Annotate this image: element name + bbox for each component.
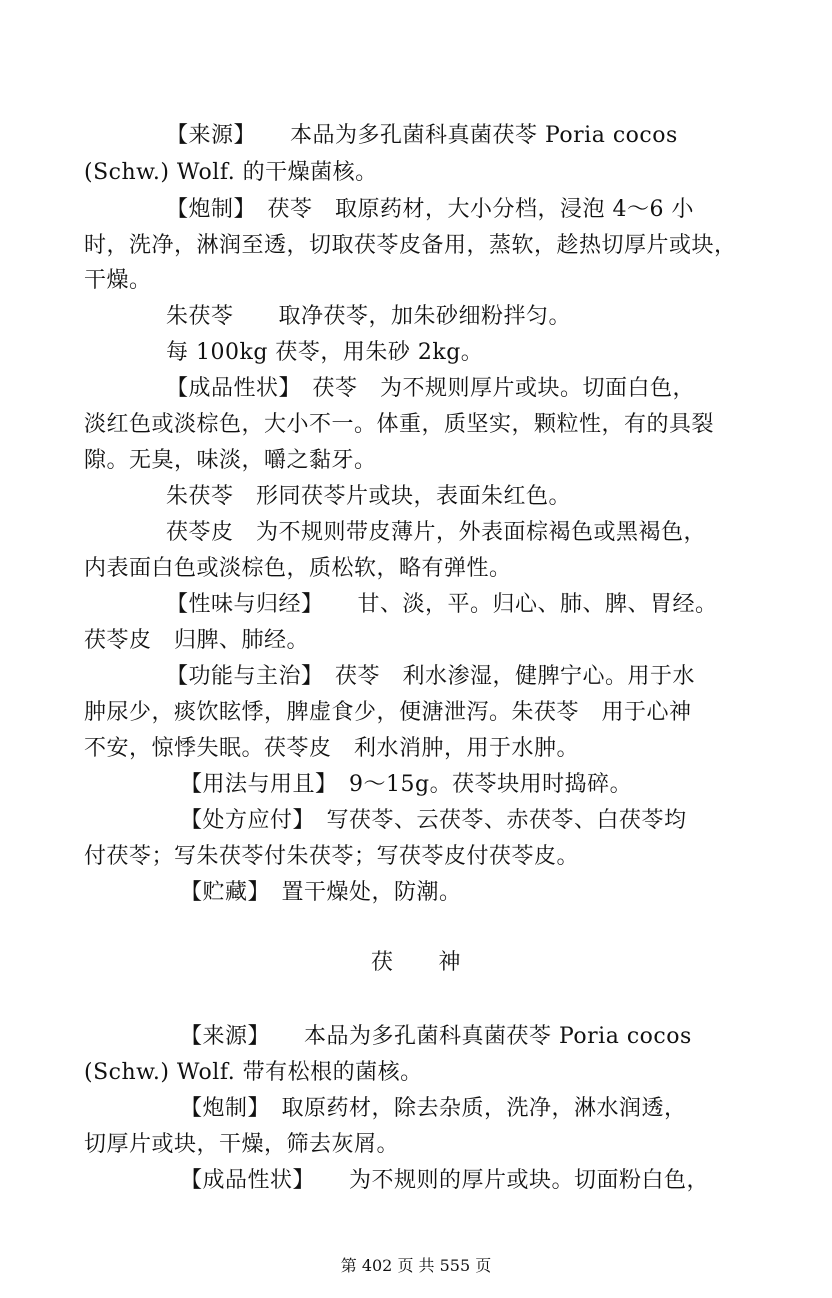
text-line: 【来源】 本品为多孔菌科真菌茯苓 Poria cocos: [166, 123, 678, 148]
text-line: 【功能与主治】 茯苓 利水渗湿，健脾宁心。用于水: [166, 664, 696, 689]
text-line: 朱茯苓 取净茯苓，加朱砂细粉拌匀。: [166, 304, 572, 329]
text-line: 【性味与归经】 甘、淡，平。归心、肺、脾、胃经。: [166, 592, 718, 617]
text-line: 【炮制】 茯苓 取原药材，大小分档，浸泡 4～6 小: [166, 197, 694, 222]
text-line: 【炮制】 取原药材，除去杂质，洗净，淋水润透，: [180, 1096, 687, 1121]
text-line: 隙。无臭，味淡，嚼之黏牙。: [84, 448, 377, 473]
text-line: 朱茯苓 形同茯苓片或块，表面朱红色。: [166, 484, 572, 509]
text-line: 淡红色或淡棕色，大小不一。体重，质坚实，颗粒性，有的具裂: [84, 412, 715, 437]
text-line: 【来源】 本品为多孔菌科真菌茯苓 Poria cocos: [180, 1024, 692, 1049]
page-number-footer: 第 402 页 共 555 页: [340, 1256, 492, 1275]
text-line: 每 100kg 茯苓，用朱砂 2kg。: [166, 340, 484, 365]
section-title: 茯 神: [370, 950, 461, 975]
text-line: 时，洗净，淋润至透，切取茯苓皮备用，蒸软，趁热切厚片或块，: [84, 233, 737, 258]
text-line: 肿尿少，痰饮眩悸，脾虚食少，便溏泄泻。朱茯苓 用于心神: [84, 700, 692, 725]
text-line: (Schw.) Wolf. 带有松根的菌核。: [84, 1060, 423, 1085]
text-line: (Schw.) Wolf. 的干燥菌核。: [84, 160, 378, 185]
text-line: 【贮藏】 置干燥处，防潮。: [180, 880, 462, 905]
text-line: 【成品性状】 茯苓 为不规则厚片或块。切面白色，: [166, 376, 696, 401]
text-line: 干燥。: [84, 268, 152, 293]
text-line: 【用法与用且】 9～15g。茯苓块用时捣碎。: [180, 772, 633, 797]
text-line: 不安，惊悸失眠。茯苓皮 利水消肿，用于水肿。: [84, 736, 580, 761]
text-line: 内表面白色或淡棕色，质松软，略有弹性。: [84, 556, 512, 581]
text-line: 【成品性状】 为不规则的厚片或块。切面粉白色，: [180, 1168, 710, 1193]
text-line: 茯苓皮 归脾、肺经。: [84, 628, 310, 653]
text-line: 切厚片或块，干燥，筛去灰屑。: [84, 1132, 400, 1157]
text-line: 茯苓皮 为不规则带皮薄片，外表面棕褐色或黑褐色，: [166, 520, 707, 545]
text-line: 付茯苓；写朱茯苓付朱茯苓；写茯苓皮付茯苓皮。: [84, 844, 580, 869]
text-line: 【处方应付】 写茯苓、云茯苓、赤茯苓、白茯苓均: [180, 808, 687, 833]
